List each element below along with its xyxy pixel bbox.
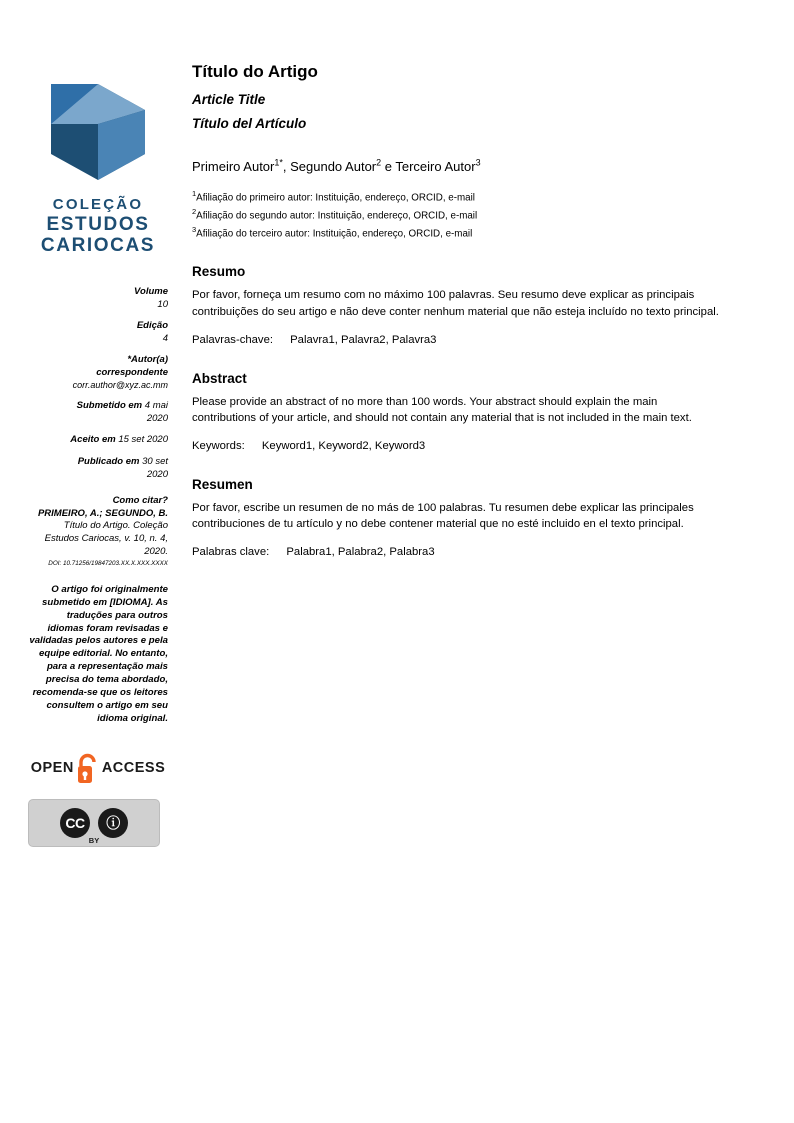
open-access-badge [28, 751, 168, 785]
affiliation-marker: 3 [192, 225, 197, 235]
article-metadata [28, 286, 168, 481]
submitted-year: 2020 [146, 412, 168, 424]
title-spanish: Título del Artículo [192, 115, 307, 131]
resumen-keywords-value: Palabra1, Palabra2, Palabra3 [286, 546, 435, 559]
resumo-keywords-label: Palavras-chave: [192, 334, 273, 347]
published-year: 2020 [146, 468, 168, 480]
cite-heading: Como citar? [112, 495, 168, 507]
corresponding-author-email[interactable]: corr.author@xyz.ac.mm [72, 379, 168, 390]
volume-label: Volume [134, 286, 168, 298]
section-heading-resumen: Resumen [192, 476, 253, 492]
affiliation-text: Afiliação do primeiro autor: Instituição, endereço, ORCID, e-mail [196, 192, 475, 204]
abstract-keywords-value: Keyword1, Keyword2, Keyword3 [261, 440, 426, 453]
cc-by-person-icon: ⓘ [98, 808, 128, 838]
cite-authors: PRIMEIRO, A.; SEGUNDO, B. [37, 507, 168, 519]
resumen-body: Por favor, escribe un resumen de no más de 100 palabras. Tu resumen debe explicar las principales contribuciones de tu artículo y no debe contener material que no esté incluido en el texto principal. [192, 501, 694, 531]
cube-logo-icon [33, 62, 163, 197]
open-access-left-label: OPEN [30, 760, 74, 777]
corresponding-author-label-1: *Autor(a) [127, 354, 168, 366]
meta-submitted [28, 400, 168, 425]
journal-logo [28, 62, 168, 256]
affiliation-item [192, 188, 724, 206]
meta-edition [28, 320, 168, 345]
corresponding-author-label-2: correspondente [96, 366, 168, 378]
logo-line-1: COLEÇÃO [52, 196, 144, 213]
title-english: Article Title [192, 92, 266, 108]
cc-by-label: BY [88, 836, 100, 846]
published-value: 30 set [142, 455, 168, 467]
authors-text: Primeiro Autor$^{1*}$, Segundo Autor$^2$ e Terceiro Autor$^3$ [192, 157, 481, 175]
submitted-value: 4 mai [144, 400, 168, 412]
cc-icon: CC [60, 808, 90, 838]
article-main [192, 62, 724, 561]
affiliation-item [192, 206, 724, 224]
language-note: O artigo foi originalmente submetido em [IDIOMA]. As traduções para outros idiomas foram revisadas e validadas pelos autores e pela equipe editorial. No entanto, para a representação mais precisa do tema abordado, recomenda-se que os leitores consultem o artigo em seu idioma original. [29, 584, 168, 724]
submitted-label: Submetido em [76, 400, 143, 412]
open-lock-icon [75, 751, 101, 785]
open-access-right-label: ACCESS [101, 760, 166, 777]
published-label: Publicado em [77, 455, 140, 467]
meta-accepted [28, 434, 168, 447]
volume-value: 10 [157, 298, 168, 310]
how-to-cite [28, 495, 168, 568]
logo-line-3: CARIOCAS [40, 235, 156, 257]
resumo-body: Por favor, forneça um resumo com no máximo 100 palavras. Seu resumo deve explicar as principais contribuições do seu artigo e não deve conter nenhum material que não esteja incluído no texto principal. [192, 289, 719, 318]
author-list [192, 158, 724, 176]
logo-line-2: ESTUDOS [46, 213, 150, 235]
accepted-value: 15 set 2020 [118, 434, 168, 446]
resumo-keywords [192, 332, 724, 348]
abstract-keywords [192, 438, 724, 454]
affiliation-item [192, 224, 724, 242]
meta-published [28, 456, 168, 481]
resumo-keywords-value: Palavra1, Palavra2, Palavra3 [290, 334, 437, 347]
accepted-label: Aceito em [70, 434, 116, 446]
affiliation-marker: 1 [192, 188, 197, 198]
affiliation-list [192, 188, 724, 242]
resumen-keywords [192, 544, 724, 560]
cite-rest: Título do Artigo. Coleção Estudos Cariocas, v. 10, n. 4, 2020. [44, 520, 168, 557]
affiliation-marker: 2 [192, 207, 197, 217]
meta-volume [28, 286, 168, 311]
meta-corresponding-author [28, 354, 168, 391]
sidebar [28, 62, 168, 847]
abstract-body: Please provide an abstract of no more than 100 words. Your abstract should explain the main contributions of your article, and should not contain any material that is not included in the main text. [192, 395, 692, 424]
creative-commons-badge [28, 799, 160, 847]
section-heading-abstract: Abstract [192, 370, 247, 386]
logo-wordmark [28, 197, 168, 256]
resumen-keywords-label: Palabras clave: [192, 546, 270, 559]
affiliation-text: Afiliação do terceiro autor: Instituição, endereço, ORCID, e-mail [196, 228, 473, 240]
edition-value: 4 [162, 332, 168, 344]
edition-label: Edição [136, 320, 168, 332]
title-portuguese: Título do Artigo [192, 62, 318, 81]
affiliation-text: Afiliação do segundo autor: Instituição, endereço, ORCID, e-mail [196, 210, 478, 222]
section-heading-resumo: Resumo [192, 264, 246, 280]
doi[interactable]: DOI: 10.71256/19847203.XX.X.XXX.XXXX [48, 559, 168, 567]
abstract-keywords-label: Keywords: [192, 440, 245, 453]
